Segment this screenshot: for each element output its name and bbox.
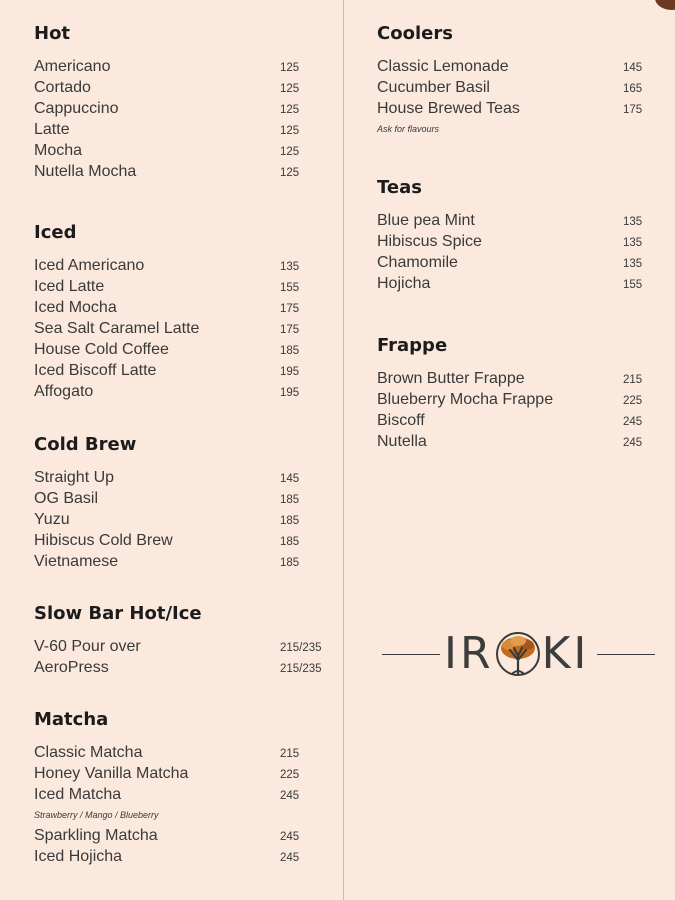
item-name: Iced Americano: [34, 257, 145, 274]
section-coolers: [377, 22, 657, 139]
item-name: Cortado: [34, 79, 91, 96]
item-price: 245: [280, 790, 300, 802]
item-name: Cucumber Basil: [377, 79, 490, 96]
section-hot: [34, 22, 334, 182]
menu-item: [34, 339, 334, 360]
item-name: House Cold Coffee: [34, 341, 169, 358]
item-price: 215/235: [280, 642, 322, 654]
item-price: 125: [280, 83, 300, 95]
menu-item: [377, 56, 657, 77]
corner-decoration: [655, 0, 675, 10]
menu-item: [377, 273, 657, 294]
section-title: Hot: [34, 23, 71, 44]
menu-item: [34, 98, 334, 119]
menu-item: [34, 297, 334, 318]
item-name: Iced Matcha: [34, 786, 122, 803]
menu-item: [377, 231, 657, 252]
iroki-logo: [382, 628, 655, 680]
item-price: 245: [280, 852, 300, 864]
item-price: 185: [280, 536, 300, 548]
item-name: Honey Vanilla Matcha: [34, 765, 189, 782]
logo-rule-left: [382, 654, 440, 655]
item-price: 225: [280, 769, 300, 781]
item-price: 135: [280, 261, 300, 273]
section-iced: [34, 221, 334, 402]
menu-item: [34, 381, 334, 402]
section-slow-bar: [34, 602, 334, 678]
section-title: Coolers: [377, 23, 453, 44]
item-price: 195: [280, 366, 300, 378]
item-name: Iced Latte: [34, 278, 105, 295]
item-name: House Brewed Teas: [377, 100, 520, 117]
menu-item: [34, 530, 334, 551]
item-price: 175: [280, 303, 300, 315]
menu-item: [34, 742, 334, 763]
menu-item: [34, 140, 334, 161]
item-name: Vietnamese: [34, 553, 119, 570]
item-price: 135: [623, 258, 643, 270]
menu-item: [34, 360, 334, 381]
item-price: 185: [280, 515, 300, 527]
item-name: Brown Butter Frappe: [377, 370, 525, 387]
item-price: 145: [280, 473, 300, 485]
item-price: 125: [280, 125, 300, 137]
item-name: Straight Up: [34, 469, 115, 486]
menu-item: [34, 846, 334, 867]
item-price: 175: [280, 324, 300, 336]
item-price: 125: [280, 104, 300, 116]
item-name: Iced Mocha: [34, 299, 117, 316]
item-price: 185: [280, 494, 300, 506]
menu-item: [34, 784, 334, 805]
logo-wordmark: [444, 630, 594, 678]
section-title: Iced: [34, 222, 77, 243]
item-price: 135: [623, 237, 643, 249]
section-title: Teas: [377, 177, 422, 198]
section-matcha: [34, 708, 334, 867]
item-price: 125: [280, 167, 300, 179]
item-name: Iced Biscoff Latte: [34, 362, 157, 379]
menu-item: [377, 252, 657, 273]
item-name: Latte: [34, 121, 70, 138]
tree-icon: [494, 630, 542, 678]
menu-item: [34, 119, 334, 140]
item-name: Classic Lemonade: [377, 58, 509, 75]
menu-item: [377, 77, 657, 98]
item-name: Hojicha: [377, 275, 431, 292]
menu-item: [34, 488, 334, 509]
menu-item: [34, 276, 334, 297]
section-frappe: [377, 334, 657, 452]
menu-item: [377, 431, 657, 452]
menu-item: [34, 657, 334, 678]
item-name: Americano: [34, 58, 111, 75]
menu-item: [34, 56, 334, 77]
item-name: Classic Matcha: [34, 744, 143, 761]
section-cold-brew: [34, 433, 334, 572]
item-price: 195: [280, 387, 300, 399]
item-price: 245: [280, 831, 300, 843]
item-name: Sea Salt Caramel Latte: [34, 320, 200, 337]
item-name: Hibiscus Spice: [377, 233, 482, 250]
item-price: 175: [623, 104, 643, 116]
item-name: Yuzu: [34, 511, 70, 528]
menu-item: [377, 210, 657, 231]
item-price: 245: [623, 437, 643, 449]
menu-item: [34, 467, 334, 488]
menu-item: [34, 77, 334, 98]
item-price: 215: [280, 748, 300, 760]
section-title: Matcha: [34, 709, 109, 730]
item-name: Mocha: [34, 142, 83, 159]
item-name: Nutella: [377, 433, 427, 450]
item-price: 185: [280, 557, 300, 569]
item-name: Sparkling Matcha: [34, 827, 158, 844]
item-name: Hibiscus Cold Brew: [34, 532, 173, 549]
section-title: Frappe: [377, 335, 448, 356]
menu-item: [34, 255, 334, 276]
logo-letters-right: KI: [541, 628, 590, 679]
menu-item: [34, 636, 334, 657]
menu-item: [34, 161, 334, 182]
item-name: Blue pea Mint: [377, 212, 475, 229]
item-name: Biscoff: [377, 412, 425, 429]
section-title: Cold Brew: [34, 434, 137, 455]
menu-item: [377, 389, 657, 410]
item-price: 245: [623, 416, 643, 428]
menu-item: [377, 98, 657, 119]
menu-item: [34, 825, 334, 846]
item-price: 125: [280, 62, 300, 74]
menu-item: [34, 509, 334, 530]
section-title: Slow Bar Hot/Ice: [34, 603, 202, 624]
menu-item: [34, 551, 334, 572]
item-price: 225: [623, 395, 643, 407]
item-name: Chamomile: [377, 254, 458, 271]
item-price: 125: [280, 146, 300, 158]
item-name: Cappuccino: [34, 100, 119, 117]
item-price: 215/235: [280, 663, 322, 675]
column-divider: [343, 0, 344, 900]
item-price: 215: [623, 374, 643, 386]
item-name: Affogato: [34, 383, 94, 400]
menu-item: [377, 410, 657, 431]
item-price: 185: [280, 345, 300, 357]
item-price: 155: [280, 282, 300, 294]
item-name: Blueberry Mocha Frappe: [377, 391, 554, 408]
item-price: 165: [623, 83, 643, 95]
item-note: Strawberry / Mango / Blueberry: [34, 810, 159, 820]
item-name: AeroPress: [34, 659, 109, 676]
item-price: 135: [623, 216, 643, 228]
item-name: Iced Hojicha: [34, 848, 123, 865]
item-name: V-60 Pour over: [34, 638, 141, 655]
menu-item: [34, 318, 334, 339]
item-name: Nutella Mocha: [34, 163, 137, 180]
logo-rule-right: [597, 654, 655, 655]
menu-item: [377, 368, 657, 389]
menu-item: [34, 763, 334, 784]
section-teas: [377, 176, 657, 294]
logo-letters-left: IR: [444, 628, 494, 679]
item-name: OG Basil: [34, 490, 99, 507]
item-price: 155: [623, 279, 643, 291]
item-note: Ask for flavours: [377, 124, 440, 134]
item-price: 145: [623, 62, 643, 74]
